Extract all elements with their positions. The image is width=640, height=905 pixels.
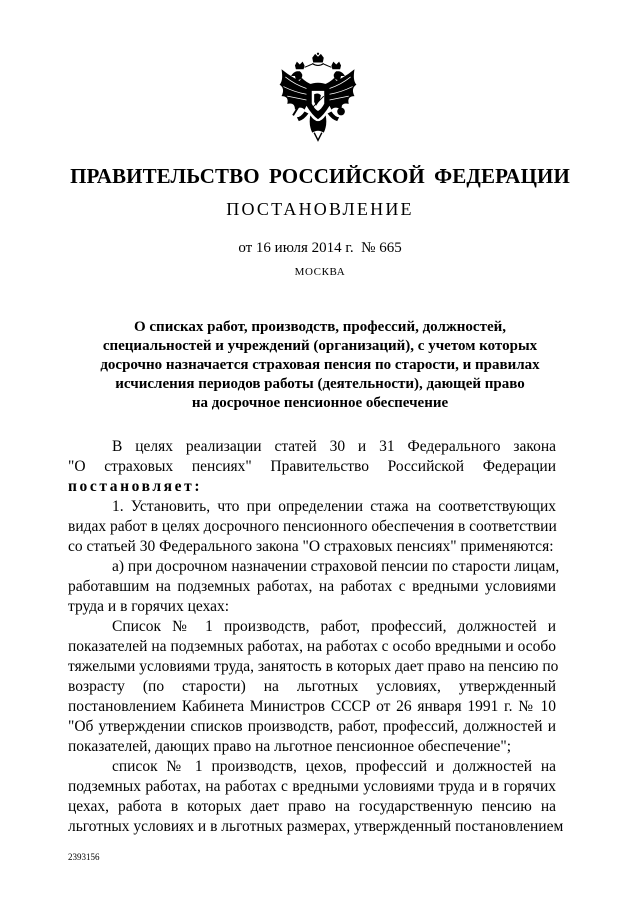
- subject-line: О списках работ, производств, профессий, должностей,: [133, 319, 506, 335]
- body-line: "О страховых пенсиях" Правительство Российской Федерации: [68, 458, 556, 475]
- body-line: показателей на подземных работах, на работах с особо вредными и особо: [68, 638, 556, 655]
- russian-coat-of-arms-icon: [270, 52, 366, 148]
- body-line: со статьей 30 Федерального закона "О страховых пенсиях" применяются:: [68, 538, 554, 555]
- document-body: [68, 437, 564, 837]
- subject-line: на досрочное пенсионное обеспечение: [191, 395, 449, 411]
- body-line: постановлением Кабинета Министров СССР от 26 января 1991 г. № 10: [68, 698, 556, 715]
- number-label: №: [361, 240, 376, 256]
- subject-line: специальностей и учреждений (организаций), с учетом которых: [102, 338, 538, 354]
- government-title: ПРАВИТЕЛЬСТВО РОССИЙСКОЙ ФЕДЕРАЦИИ: [70, 164, 570, 188]
- body-line: подземных работах, на работах с вредными условиями труда и в горячих: [68, 778, 556, 795]
- document-date-line: [0, 240, 640, 257]
- document-number: 665: [379, 240, 402, 256]
- city: МОСКВА: [294, 266, 346, 278]
- body-line-decree-word: постановляет:: [68, 478, 203, 495]
- body-line: тяжелыми условиями труда, занятость в которых дает право на пенсию по: [68, 658, 559, 675]
- body-line: "Об утверждении списков производств, работ, профессий, должностей и: [68, 718, 556, 735]
- document-subject: [94, 318, 546, 413]
- body-line: цехах, работа в которых дает право на государственную пенсию на: [68, 798, 556, 815]
- body-line: видах работ в целях досрочного пенсионного обеспечения в соответствии: [68, 518, 557, 535]
- subject-line: досрочно назначается страховая пенсия по старости, и правилах: [100, 357, 540, 373]
- body-line: работавшим на подземных работах, на работах с вредными условиями: [68, 578, 556, 595]
- document-type: ПОСТАНОВЛЕНИЕ: [226, 199, 414, 219]
- subject-line: исчисления периодов работы (деятельности), дающей право: [115, 376, 525, 392]
- body-line: список № 1 производств, цехов, профессий и должностей на: [112, 758, 556, 775]
- body-line: В целях реализации статей 30 и 31 Федерального закона: [112, 438, 556, 455]
- document-stamp-number: 2393156: [68, 852, 100, 862]
- document-date: от 16 июля 2014 г.: [238, 240, 354, 256]
- body-line: а) при досрочном назначении страховой пенсии по старости лицам,: [112, 558, 560, 575]
- body-line: возрасту (по старости) на льготных условиях, утвержденный: [68, 678, 556, 695]
- body-line: Список № 1 производств, работ, профессий, должностей и: [112, 618, 556, 635]
- body-line: показателей, дающих право на льготное пенсионное обеспечение";: [68, 738, 512, 755]
- body-line: труда и в горячих цехах:: [68, 598, 230, 615]
- body-line: 1. Установить, что при определении стажа на соответствующих: [112, 498, 556, 515]
- body-line: льготных условиях и в льготных размерах, утвержденный постановлением: [68, 818, 564, 835]
